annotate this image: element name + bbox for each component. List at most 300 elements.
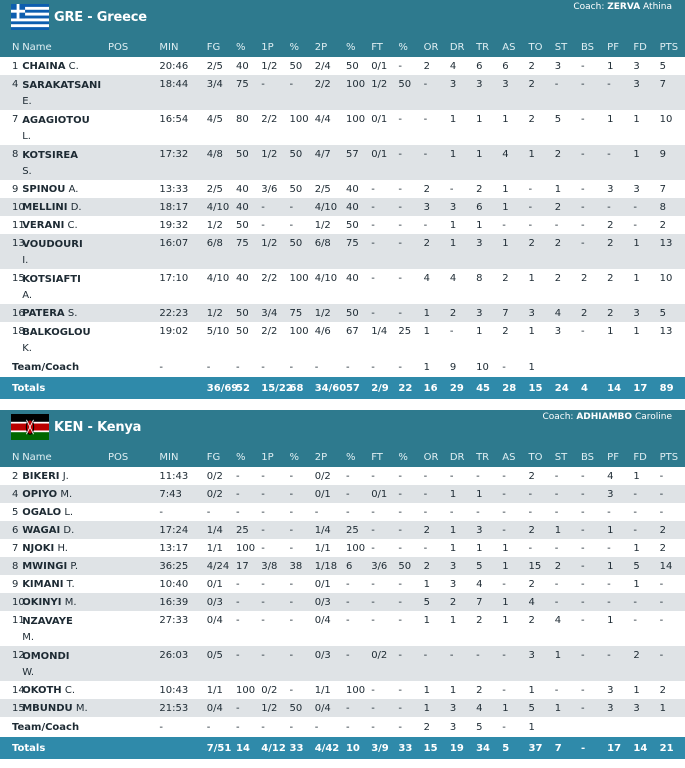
- cell-p1: 1/2: [261, 60, 278, 72]
- total-p1: 4/12: [261, 742, 286, 754]
- cell-st: 3: [554, 326, 562, 337]
- cell-tr: 2: [476, 183, 483, 195]
- cell-fg-pct: 100: [236, 684, 256, 696]
- player-name[interactable]: [22, 57, 108, 75]
- player-row: [0, 234, 685, 269]
- cell-num: 18: [12, 326, 25, 337]
- total-p2-pct: 10: [345, 742, 360, 754]
- total-pf: 17: [607, 742, 622, 754]
- cell-p2: 4/4: [314, 114, 331, 125]
- cell-bs: -: [580, 219, 585, 231]
- cell-st: -: [554, 542, 559, 554]
- cell-pos: [108, 234, 159, 269]
- coach-info: [573, 2, 672, 12]
- column-header-fg[interactable]: FG: [206, 41, 221, 53]
- column-header-tr[interactable]: TR: [476, 451, 490, 463]
- player-surname: OMONDI: [22, 651, 70, 662]
- column-header-p1[interactable]: 1P: [261, 41, 274, 53]
- player-name[interactable]: [22, 593, 108, 611]
- cell-min: 18:44: [159, 79, 189, 90]
- cell-dr: 2: [449, 596, 457, 608]
- cell-min: 17:32: [159, 149, 189, 160]
- cell-num: 11: [12, 219, 25, 231]
- cell-bs: -: [580, 702, 585, 714]
- column-header-min[interactable]: MIN: [159, 451, 179, 463]
- column-header-pts[interactable]: PTS: [659, 451, 679, 463]
- cell-fd: 1: [633, 684, 640, 696]
- cell-ft: 1/2: [371, 79, 388, 90]
- player-first-initial: M.: [22, 632, 34, 643]
- player-name[interactable]: [22, 216, 108, 234]
- player-row: [0, 467, 685, 485]
- cell-pf: 3: [607, 702, 614, 714]
- player-surname: MBUNDU: [22, 702, 73, 714]
- player-name[interactable]: [22, 557, 108, 575]
- cell-p2-pct: 67: [345, 326, 359, 337]
- totals-row: [0, 737, 685, 759]
- cell-to: 3: [528, 650, 535, 661]
- column-header-bs[interactable]: BS: [580, 451, 594, 463]
- cell-fg: 2/5: [206, 183, 223, 195]
- cell-min: -: [159, 721, 163, 733]
- cell-ft: 0/1: [371, 114, 388, 125]
- cell-p2: 4/10: [314, 201, 338, 213]
- player-name[interactable]: [22, 269, 108, 304]
- cell-fg-pct: -: [236, 506, 240, 518]
- column-header-st[interactable]: ST: [554, 41, 568, 53]
- column-header-or[interactable]: OR: [423, 451, 439, 463]
- column-header-as[interactable]: AS: [502, 41, 516, 53]
- column-header-bs[interactable]: BS: [580, 41, 594, 53]
- cell-p1-pct: -: [289, 542, 294, 554]
- cell-p2-pct: -: [345, 488, 350, 500]
- cell-p1: -: [261, 524, 265, 536]
- cell-fd: 3: [633, 60, 640, 72]
- player-surname: SPINOU: [22, 183, 66, 195]
- cell-pf: [607, 357, 633, 377]
- cell-num: 9: [12, 578, 19, 590]
- cell-pf: 1: [607, 560, 614, 572]
- cell-fg: -: [206, 361, 211, 373]
- player-name[interactable]: [22, 575, 108, 593]
- column-header-fg[interactable]: FG: [206, 451, 221, 463]
- column-header-ft[interactable]: FT: [371, 41, 383, 53]
- cell-fg-pct: 40: [236, 201, 249, 213]
- cell-st: 1: [554, 524, 562, 536]
- cell-fg: 6/8: [206, 238, 223, 249]
- cell-p2: 2/5: [314, 183, 331, 195]
- cell-or: 2: [423, 183, 431, 195]
- column-header-pf[interactable]: PF: [607, 451, 619, 463]
- cell-p1: 2/2: [261, 273, 278, 284]
- cell-dr: 1: [449, 524, 457, 536]
- cell-pts: 5: [659, 307, 666, 319]
- cell-ft: -: [371, 238, 375, 249]
- cell-dr: -: [449, 326, 454, 337]
- player-first-initial: M.: [75, 702, 88, 714]
- cell-pf: -: [607, 596, 611, 608]
- cell-num: 11: [12, 615, 25, 626]
- cell-num: 16: [12, 307, 25, 319]
- player-name[interactable]: [22, 646, 108, 681]
- cell-min: -: [159, 361, 163, 373]
- cell-ft-pct: -: [398, 615, 403, 626]
- cell-ft-pct: -: [398, 149, 403, 160]
- cell-pts: 13: [659, 238, 673, 249]
- player-surname: SARAKATSANI: [22, 80, 102, 91]
- column-header-p1[interactable]: 1P: [261, 451, 274, 463]
- cell-pts: 1: [659, 702, 666, 714]
- cell-pf: [607, 717, 633, 737]
- cell-fg: -: [206, 721, 211, 733]
- cell-dr: 1: [449, 615, 457, 626]
- column-header-row: [0, 37, 685, 57]
- cell-min: 11:43: [159, 470, 189, 482]
- player-surname: MWINGI: [22, 560, 68, 572]
- column-header-pos[interactable]: POS: [107, 451, 129, 463]
- cell-num: 6: [12, 524, 19, 536]
- cell-p2: 0/3: [314, 650, 331, 661]
- cell-dr: 3: [449, 578, 457, 590]
- player-name[interactable]: [22, 485, 108, 503]
- cell-p2-pct: 50: [345, 60, 359, 72]
- cell-pos: [108, 57, 159, 75]
- cell-tr: 1: [476, 488, 483, 500]
- total-dr: 19: [449, 742, 464, 754]
- player-surname: WAGAI: [22, 524, 61, 536]
- player-row: [0, 611, 685, 646]
- column-header-name[interactable]: Name: [22, 41, 52, 53]
- cell-p2-pct: -: [345, 470, 350, 482]
- column-header-tr[interactable]: TR: [476, 41, 490, 53]
- column-header-ft-pct[interactable]: %: [398, 451, 408, 463]
- column-header-or[interactable]: OR: [423, 41, 439, 53]
- cell-as: -: [502, 684, 506, 696]
- column-header-pos[interactable]: POS: [107, 41, 129, 53]
- cell-p2-pct: 100: [345, 542, 366, 554]
- player-name[interactable]: [22, 110, 108, 145]
- total-ft-pct: 22: [398, 382, 413, 394]
- column-header-st[interactable]: ST: [554, 451, 568, 463]
- player-surname: OPIYO: [22, 488, 58, 500]
- column-header-p2[interactable]: 2P: [314, 41, 328, 53]
- column-header-pf[interactable]: PF: [607, 41, 619, 53]
- column-header-p2[interactable]: 2P: [314, 451, 328, 463]
- column-header-to[interactable]: TO: [528, 451, 543, 463]
- cell-ft: -: [371, 596, 375, 608]
- cell-num: 12: [12, 650, 25, 661]
- cell-pos: [108, 646, 159, 681]
- cell-to: 5: [528, 702, 535, 714]
- cell-p1: 3/4: [261, 307, 278, 319]
- cell-as: -: [502, 470, 506, 482]
- column-header-as[interactable]: AS: [502, 451, 516, 463]
- cell-tr: 7: [476, 596, 483, 608]
- cell-num: 8: [12, 149, 19, 160]
- cell-or: 1: [423, 578, 431, 590]
- cell-ft: -: [371, 506, 375, 518]
- cell-p1-pct: 100: [289, 326, 309, 337]
- total-fd: 14: [633, 742, 648, 754]
- cell-ft: 1/4: [371, 326, 388, 337]
- cell-pos: [108, 75, 159, 110]
- player-row: [0, 304, 685, 322]
- cell-num: 9: [12, 183, 19, 195]
- cell-p1: -: [261, 488, 265, 500]
- player-name[interactable]: [22, 304, 108, 322]
- cell-pts: -: [659, 650, 664, 661]
- cell-p1-pct: -: [289, 684, 294, 696]
- cell-ft-pct: -: [398, 684, 403, 696]
- player-name[interactable]: [22, 611, 108, 646]
- player-first-initial: M.: [60, 488, 73, 500]
- cell-p2: 0/4: [314, 615, 331, 626]
- column-header-num[interactable]: N: [12, 41, 20, 53]
- cell-pts: 8: [659, 201, 666, 213]
- cell-ft: -: [371, 273, 375, 284]
- cell-p1: 3/8: [261, 560, 278, 572]
- cell-bs: -: [580, 560, 585, 572]
- cell-st: -: [554, 470, 559, 482]
- cell-p2-pct: 100: [345, 684, 366, 696]
- cell-ft: -: [371, 524, 375, 536]
- player-row: [0, 198, 685, 216]
- cell-fd: -: [633, 506, 637, 518]
- cell-min: 19:32: [159, 219, 189, 231]
- player-first-initial: L.: [22, 131, 31, 142]
- cell-as: 1: [502, 542, 509, 554]
- cell-pf: 3: [607, 183, 614, 195]
- cell-pts: 5: [659, 60, 666, 72]
- cell-or: 2: [423, 524, 431, 536]
- cell-bs: -: [580, 149, 585, 160]
- column-header-ft-pct[interactable]: %: [398, 41, 408, 53]
- cell-ft-pct: 50: [398, 79, 412, 90]
- column-header-min[interactable]: MIN: [159, 41, 179, 53]
- box-score-table: [0, 37, 685, 399]
- cell-ft-pct: -: [398, 524, 403, 536]
- player-first-initial: C.: [67, 219, 78, 231]
- cell-fg-pct: 80: [236, 114, 249, 125]
- cell-st: 2: [554, 560, 562, 572]
- total-ft: 2/9: [371, 382, 389, 394]
- column-header-dr[interactable]: DR: [449, 451, 465, 463]
- cell-st: 5: [554, 114, 562, 125]
- cell-tr: 5: [476, 721, 483, 733]
- cell-pos: [108, 593, 159, 611]
- player-name[interactable]: [22, 681, 108, 699]
- cell-to: 1: [528, 326, 535, 337]
- cell-num: 2: [12, 470, 19, 482]
- column-header-num[interactable]: N: [12, 451, 20, 463]
- cell-p1: -: [261, 201, 265, 213]
- player-first-initial: P.: [70, 560, 79, 572]
- cell-st: 1: [554, 702, 562, 714]
- cell-dr: 9: [449, 361, 457, 373]
- cell-pf: 2: [607, 273, 614, 284]
- cell-dr: 1: [449, 542, 457, 554]
- cell-or: -: [423, 114, 428, 125]
- player-name[interactable]: [22, 198, 108, 216]
- total-ft-pct: 33: [398, 742, 413, 754]
- cell-fg-pct: 25: [236, 524, 249, 536]
- column-header-p1-pct[interactable]: %: [289, 451, 299, 463]
- cell-p2-pct: -: [345, 721, 350, 733]
- player-name[interactable]: [22, 145, 108, 180]
- column-header-ft[interactable]: FT: [371, 451, 383, 463]
- cell-ft: -: [371, 615, 375, 626]
- cell-or: 1: [423, 361, 431, 373]
- cell-or: 4: [423, 273, 431, 284]
- cell-fg: 0/4: [206, 702, 223, 714]
- column-header-fg-pct[interactable]: %: [236, 41, 246, 53]
- cell-dr: -: [449, 506, 454, 518]
- cell-pf: -: [607, 506, 611, 518]
- cell-p2-pct: 40: [345, 273, 359, 284]
- player-surname: MELLINI: [22, 201, 68, 213]
- cell-st: -: [554, 79, 559, 90]
- cell-pts: 2: [659, 542, 666, 554]
- column-header-fg-pct[interactable]: %: [236, 451, 246, 463]
- cell-p2: -: [314, 361, 319, 373]
- cell-ft-pct: -: [398, 596, 403, 608]
- cell-ft-pct: -: [398, 506, 403, 518]
- cell-to: 1: [528, 361, 535, 373]
- cell-fg-pct: -: [236, 596, 240, 608]
- cell-to: 1: [528, 273, 535, 284]
- cell-p1-pct: -: [289, 650, 294, 661]
- player-name[interactable]: [22, 539, 108, 557]
- cell-dr: 1: [449, 684, 457, 696]
- total-or: 15: [423, 742, 438, 754]
- cell-p1-pct: 75: [289, 307, 303, 319]
- cell-to: 2: [528, 60, 535, 72]
- player-name[interactable]: [22, 180, 108, 198]
- cell-tr: 3: [476, 238, 483, 249]
- cell-p2-pct: 40: [345, 183, 359, 195]
- cell-pts: -: [659, 578, 664, 590]
- cell-fg: 0/5: [206, 650, 223, 661]
- totals-label: Totals: [12, 382, 46, 394]
- team-coach-label: Team/Coach: [12, 721, 80, 733]
- cell-dr: 3: [449, 560, 457, 572]
- cell-fd: 5: [633, 560, 640, 572]
- cell-fg-pct: -: [236, 488, 240, 500]
- cell-bs: [581, 357, 607, 377]
- column-header-pts[interactable]: PTS: [659, 41, 679, 53]
- total-dr: 29: [449, 382, 464, 394]
- player-row: [0, 646, 685, 681]
- cell-pf: -: [607, 578, 611, 590]
- total-as: 28: [502, 382, 517, 394]
- cell-p2-pct: 57: [345, 149, 359, 160]
- cell-p2: 1/2: [314, 219, 331, 231]
- cell-as: -: [502, 650, 506, 661]
- cell-or: -: [423, 488, 428, 500]
- cell-p1-pct: -: [289, 721, 294, 733]
- cell-p1-pct: 50: [289, 60, 303, 72]
- cell-p2: 0/2: [314, 470, 331, 482]
- column-header-to[interactable]: TO: [528, 41, 543, 53]
- cell-fg: 4/24: [206, 560, 230, 572]
- player-name[interactable]: [22, 322, 108, 357]
- cell-pos: [108, 467, 159, 485]
- column-header-p2-pct[interactable]: %: [345, 41, 356, 53]
- cell-tr: 3: [476, 79, 483, 90]
- player-name[interactable]: [22, 467, 108, 485]
- player-surname: KOTSIAFTI: [22, 274, 81, 285]
- total-st: 7: [554, 742, 562, 754]
- player-row: [0, 485, 685, 503]
- cell-p1: -: [261, 506, 265, 518]
- cell-p1: 3/6: [261, 183, 278, 195]
- player-surname: NJOKI: [22, 542, 55, 554]
- cell-tr: 1: [476, 114, 483, 125]
- cell-fg: 0/4: [206, 615, 223, 626]
- player-name[interactable]: [22, 503, 108, 521]
- player-first-initial: S.: [67, 307, 78, 319]
- cell-p2-pct: -: [345, 596, 350, 608]
- column-header-name[interactable]: Name: [22, 451, 52, 463]
- cell-min: 16:54: [159, 114, 189, 125]
- cell-dr: 1: [449, 238, 457, 249]
- player-first-initial: C.: [64, 684, 76, 696]
- player-name[interactable]: [22, 75, 108, 110]
- cell-or: -: [423, 650, 428, 661]
- column-header-p1-pct[interactable]: %: [289, 41, 299, 53]
- column-header-p2-pct[interactable]: %: [345, 451, 356, 463]
- column-header-fd[interactable]: FD: [633, 451, 647, 463]
- cell-fg: 1/1: [206, 542, 223, 554]
- player-name[interactable]: [22, 699, 108, 717]
- cell-pts: 2: [659, 219, 666, 231]
- cell-fg-pct: 50: [236, 219, 249, 231]
- player-row: [0, 503, 685, 521]
- player-first-initial: W.: [22, 667, 35, 678]
- cell-fg: 4/8: [206, 149, 223, 160]
- cell-dr: 4: [449, 60, 457, 72]
- player-surname: OGALO: [22, 506, 62, 518]
- cell-p1: -: [261, 542, 265, 554]
- cell-pos: [108, 699, 159, 717]
- cell-pos: [108, 110, 159, 145]
- cell-tr: 2: [476, 684, 483, 696]
- cell-tr: 6: [476, 60, 483, 72]
- player-name[interactable]: [22, 234, 108, 269]
- cell-bs: -: [580, 506, 585, 518]
- cell-fd: -: [633, 596, 637, 608]
- cell-dr: 4: [449, 273, 457, 284]
- column-header-dr[interactable]: DR: [449, 41, 465, 53]
- cell-pos: [108, 269, 159, 304]
- cell-st: 2: [554, 149, 562, 160]
- cell-p2: 4/6: [314, 326, 331, 337]
- cell-fg-pct: 75: [236, 79, 249, 90]
- cell-p1: -: [261, 361, 265, 373]
- total-p2-pct: 57: [345, 382, 360, 394]
- cell-pf: 1: [607, 524, 614, 536]
- total-to: 15: [528, 382, 543, 394]
- cell-dr: 3: [449, 201, 457, 213]
- cell-fg-pct: 50: [236, 326, 249, 337]
- player-name[interactable]: [22, 521, 108, 539]
- cell-bs: -: [580, 326, 585, 337]
- cell-bs: -: [580, 615, 585, 626]
- cell-pts: -: [659, 506, 664, 518]
- column-header-fd[interactable]: FD: [633, 41, 647, 53]
- team-section-ken: [0, 410, 685, 759]
- cell-p2: 2/2: [314, 79, 331, 90]
